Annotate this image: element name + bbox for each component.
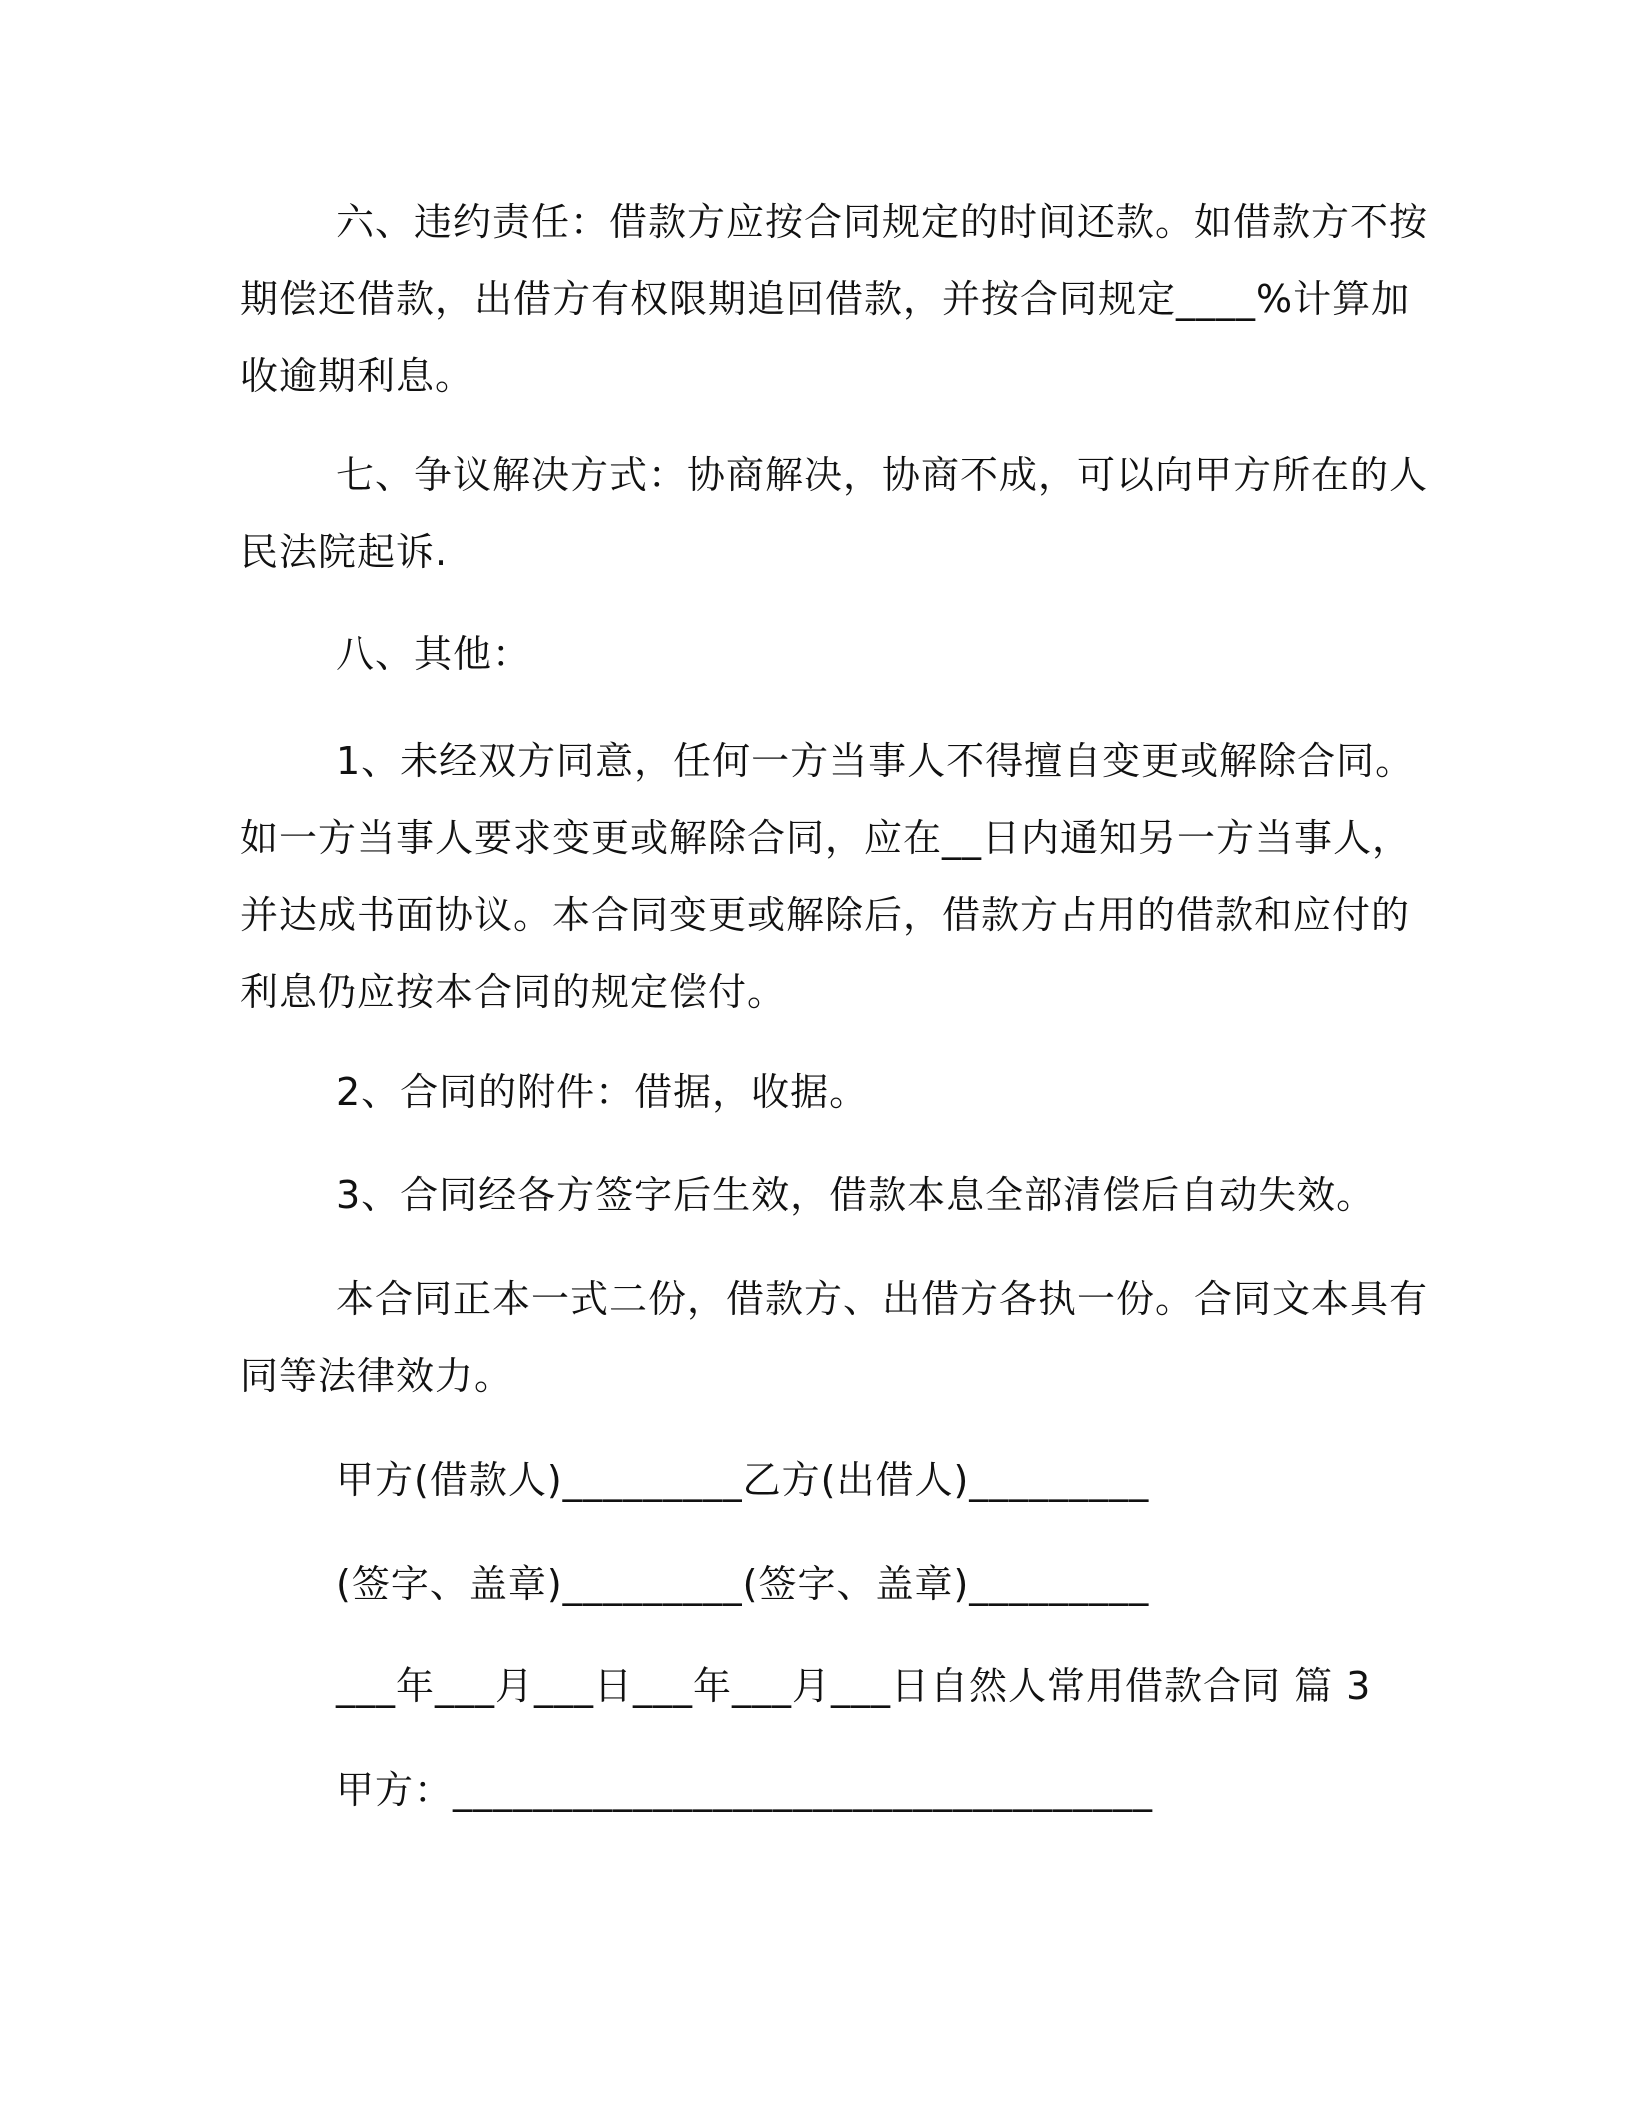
clause-6-line-1: 六、违约责任：借款方应按合同规定的时间还款。如借款方不按 [336, 200, 1429, 244]
parties-line [240, 1442, 1380, 1519]
signature-line-text: (签字、盖章)_________(签字、盖章)_________ [336, 1562, 1150, 1606]
date-line [240, 1648, 1380, 1725]
clause-8-heading [240, 616, 1380, 693]
clause-6-line-3: 收逾期利息。 [240, 354, 475, 398]
clause-6-line-2: 期偿还借款，出借方有权限期追回借款，并按合同规定____%计算加 [240, 277, 1411, 321]
parties-line-text: 甲方(借款人)_________乙方(出借人)_________ [336, 1458, 1150, 1502]
clause-7-dispute-resolution [240, 437, 1429, 591]
clause-8-item-2 [240, 1054, 1380, 1131]
date-line-text: ___年___月___日___年___月___日自然人常用借款合同 篇 3 [336, 1664, 1372, 1708]
item-1-line-3: 并达成书面协议。本合同变更或解除后，借款方占用的借款和应付的 [240, 893, 1411, 937]
party-a-line [240, 1752, 1380, 1829]
clause-8-item-3 [240, 1157, 1380, 1234]
item-2-text: 2、合同的附件：借据，收据。 [336, 1070, 869, 1114]
item-1-line-4: 利息仍应按本合同的规定偿付。 [240, 970, 787, 1014]
clause-7-line-2: 民法院起诉. [240, 530, 449, 574]
party-a-line-text: 甲方：___________________________________ [336, 1768, 1154, 1812]
item-3-text: 3、合同经各方签字后生效，借款本息全部清偿后自动失效。 [336, 1173, 1376, 1217]
clause-8-item-1 [240, 723, 1415, 1031]
clause-8-heading-text: 八、其他： [336, 632, 532, 676]
signature-line [240, 1546, 1380, 1623]
copies-line-1: 本合同正本一式二份，借款方、出借方各执一份。合同文本具有 [336, 1277, 1429, 1321]
copies-line-2: 同等法律效力。 [240, 1354, 514, 1398]
copies-paragraph [240, 1261, 1429, 1415]
clause-6-breach-liability [240, 184, 1429, 415]
item-1-line-2: 如一方当事人要求变更或解除合同，应在__日内通知另一方当事人， [240, 816, 1412, 860]
item-1-line-1: 1、未经双方同意，任何一方当事人不得擅自变更或解除合同。 [336, 739, 1415, 783]
clause-7-line-1: 七、争议解决方式：协商解决，协商不成，可以向甲方所在的人 [336, 453, 1429, 497]
